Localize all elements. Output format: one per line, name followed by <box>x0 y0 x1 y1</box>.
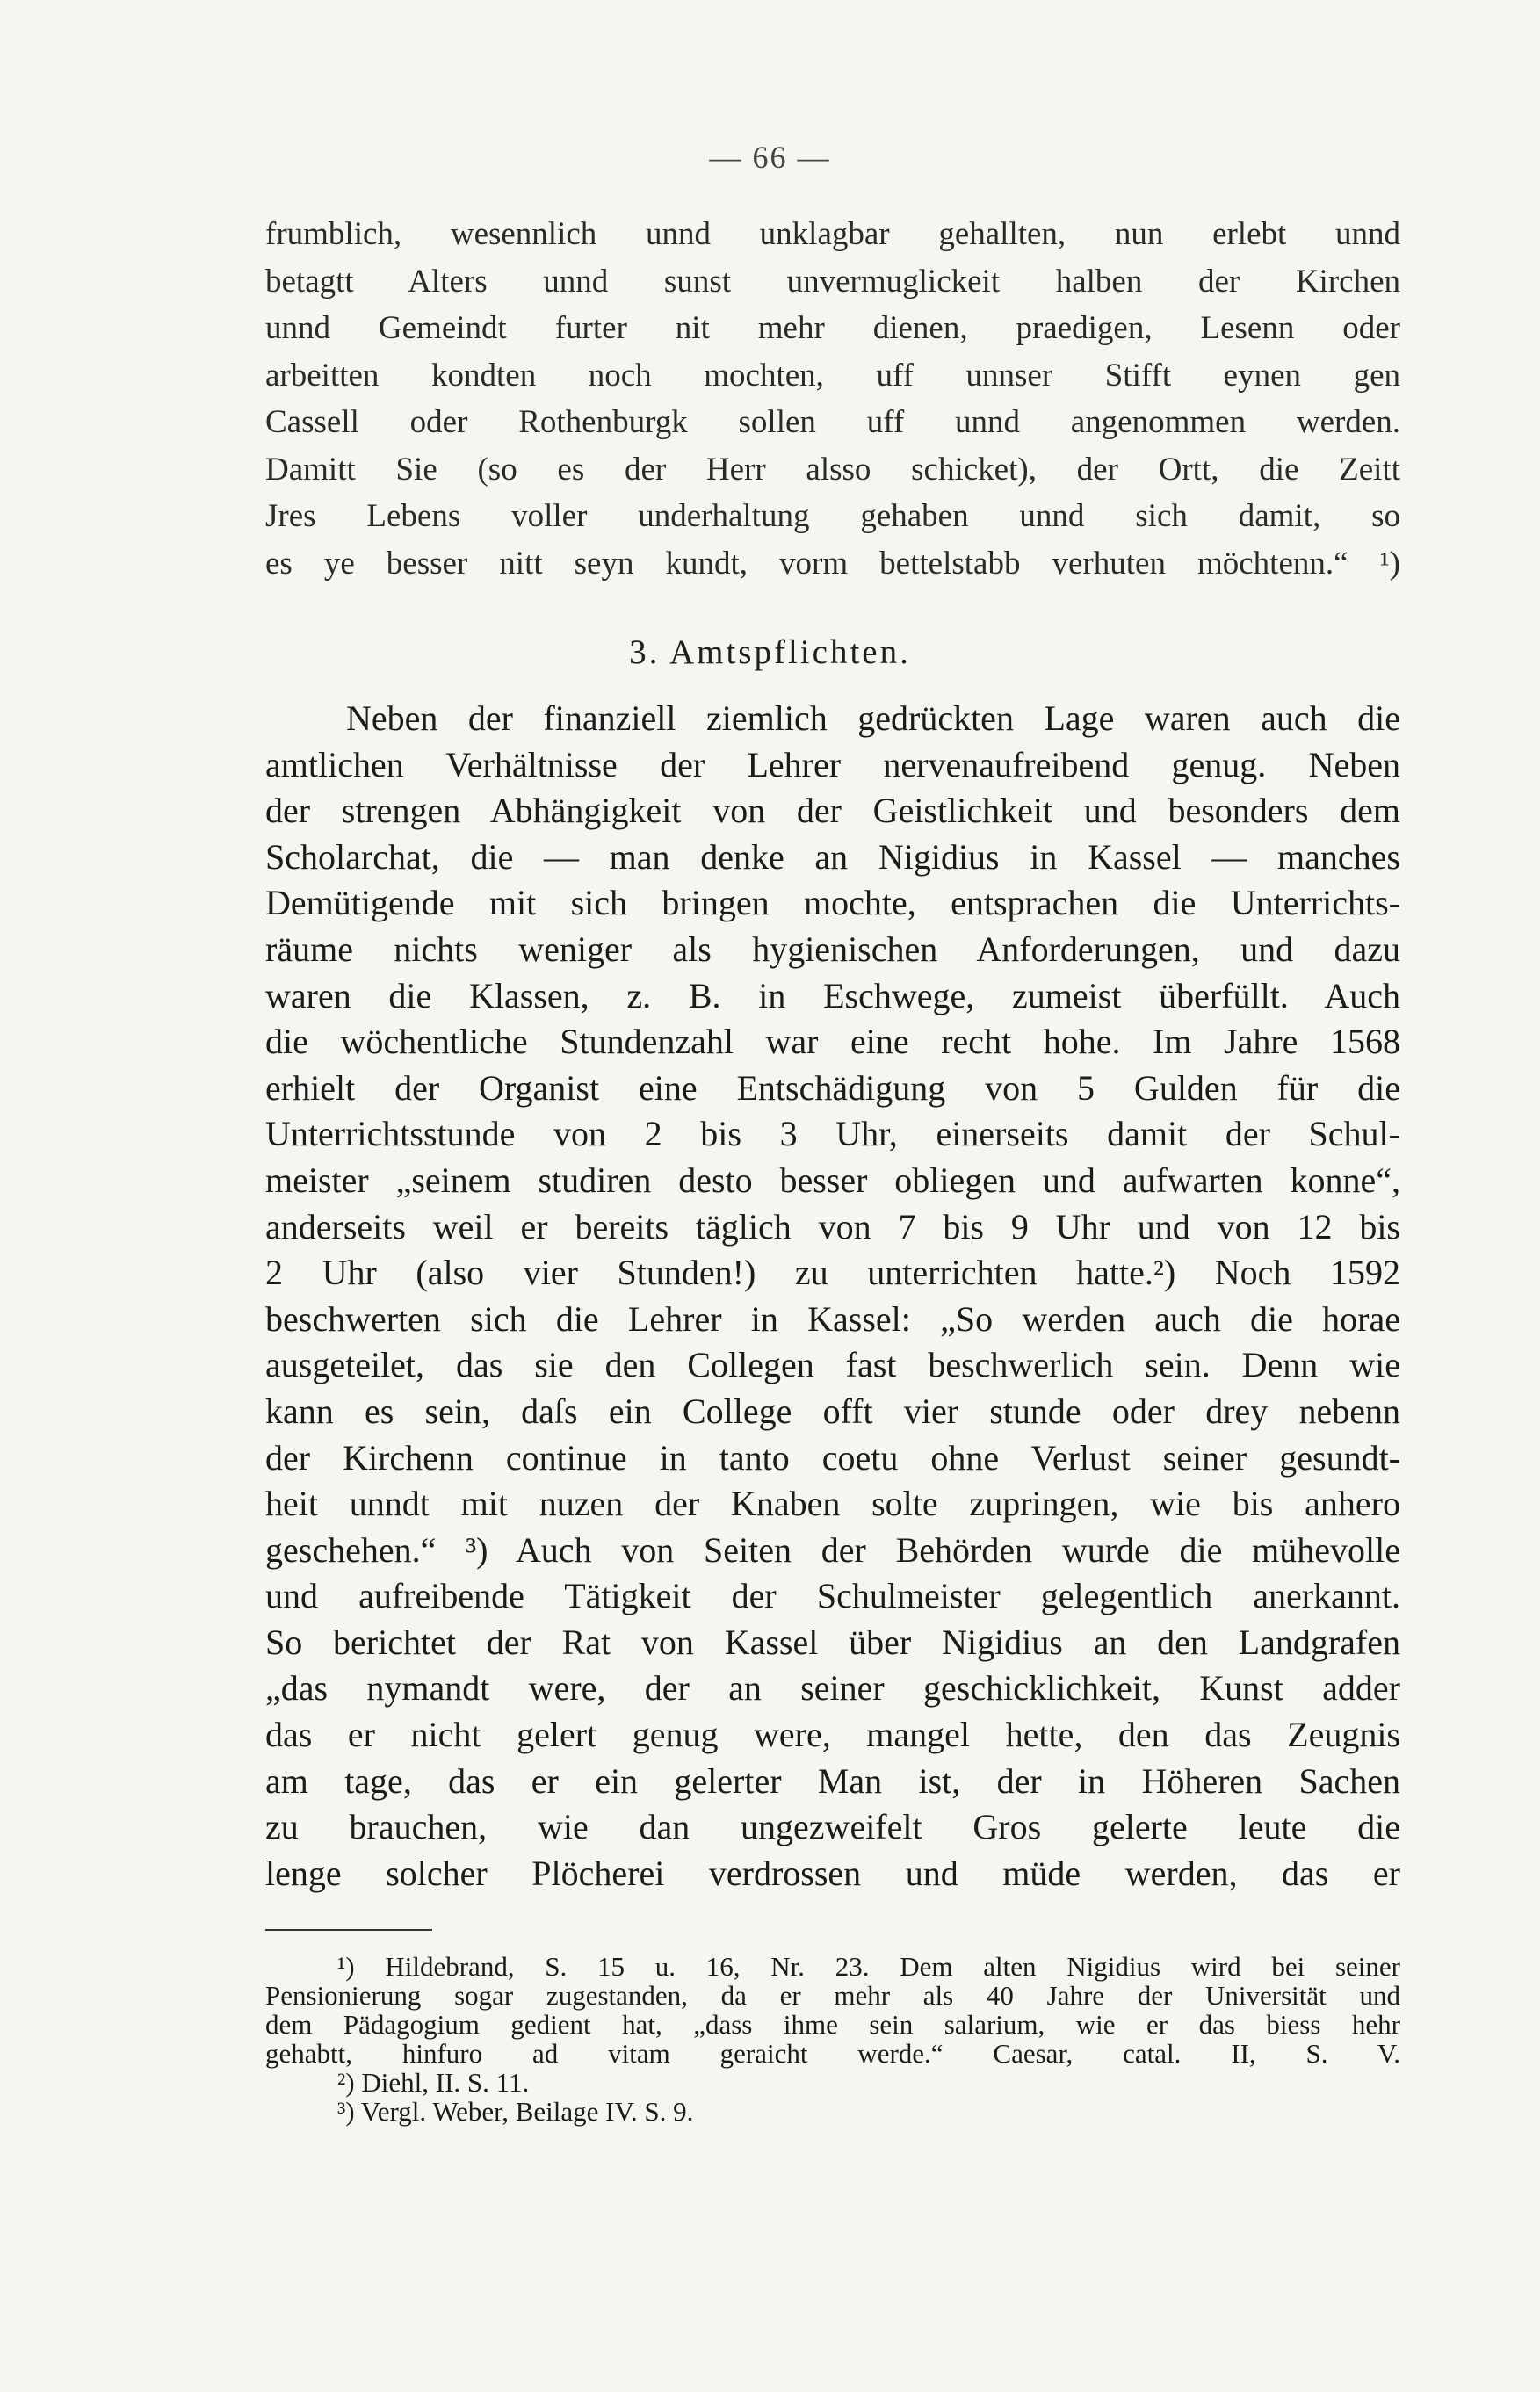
text-line: unnd Gemeindt furter nit mehr dienen, praedigen, Lesenn oder <box>265 310 1400 346</box>
text-line: Neben der finanziell ziemlich gedrückten Lage waren auch die <box>346 698 1400 738</box>
footnote-divider <box>265 1929 432 1931</box>
body-paragraph <box>265 696 1400 1897</box>
page-number: — 66 — <box>709 140 831 175</box>
text-line: der strengen Abhängigkeit von der Geistlichkeit und besonders dem <box>265 791 1400 831</box>
text-line: heit unndt mit nuzen der Knaben solte zupringen, wie bis anhero <box>265 1484 1400 1524</box>
text-line: der Kirchenn continue in tanto coetu ohne Verlust seiner gesundt- <box>265 1437 1400 1478</box>
text-line: erhielt der Organist eine Entschädigung von 5 Gulden für die <box>265 1067 1400 1108</box>
text-line: arbeitten kondten noch mochten, uff unnser Stifft eynen gen <box>265 357 1400 394</box>
text-line: räume nichts weniger als hygienischen Anforderungen, und dazu <box>265 929 1400 969</box>
text-line: am tage, das er ein gelerter Man ist, der in Höheren Sachen <box>265 1760 1400 1801</box>
text-line: Cassell oder Rothenburgk sollen uff unnd angenommen werden. <box>265 404 1400 440</box>
text-line: das er nicht gelert genug were, mangel hette, den das Zeugnis <box>265 1715 1400 1755</box>
quoted-passage <box>265 211 1400 587</box>
text-line: „das nymandt were, der an seiner geschicklichkeit, Kunst adder <box>265 1668 1400 1709</box>
text-line: meister „seinem studiren desto besser obliegen und aufwarten konne“, <box>265 1160 1400 1200</box>
section-heading: 3. Amtspflichten. <box>629 633 911 671</box>
text-line: betagtt Alters unnd sunst unvermuglickeit halben der Kirchen <box>265 263 1400 300</box>
text-line: amtlichen Verhältnisse der Lehrer nervenaufreibend genug. Neben <box>265 744 1400 784</box>
text-line: Unterrichtsstunde von 2 bis 3 Uhr, einerseits damit der Schul- <box>265 1114 1400 1154</box>
text-line: waren die Klassen, z. B. in Eschwege, zumeist überfüllt. Auch <box>265 975 1400 1015</box>
footnote-1-line: dem Pädagogium gedient hat, „dass ihme sein salarium, wie er das biess hehr <box>265 2009 1400 2040</box>
text-line: anderseits weil er bereits täglich von 7 bis 9 Uhr und von 12 bis <box>265 1206 1400 1247</box>
text-line: ausgeteilet, das sie den Collegen fast beschwerlich sein. Denn wie <box>265 1345 1400 1385</box>
text-line: Demütigende mit sich bringen mochte, entsprachen die Unterrichts- <box>265 883 1400 923</box>
text-line: Jres Lebens voller underhaltung gehaben unnd sich damit, so <box>265 498 1400 534</box>
text-line: lenge solcher Plöcherei verdrossen und müde werden, das er <box>265 1853 1400 1893</box>
footnote-1-line: gehabtt, hinfuro ad vitam geraicht werde.“ Caesar, catal. II, S. V. <box>265 2038 1400 2069</box>
text-line: zu brauchen, wie dan ungezweifelt Gros gelerte leute die <box>265 1807 1400 1847</box>
text-line: beschwerten sich die Lehrer in Kassel: „So werden auch die horae <box>265 1298 1400 1339</box>
footnote-3: ³) Vergl. Weber, Beilage IV. S. 9. <box>337 2096 694 2127</box>
footnote-1-line: Pensionierung sogar zugestanden, da er mehr als 40 Jahre der Universität und <box>265 1980 1400 2011</box>
text-line: frumblich, wesennlich unnd unklagbar gehallten, nun erlebt unnd <box>265 216 1400 252</box>
text-line: 2 Uhr (also vier Stunden!) zu unterrichten hatte.²) Noch 1592 <box>265 1253 1400 1293</box>
text-line: Scholarchat, die — man denke an Nigidius in Kassel — manches <box>265 836 1400 877</box>
text-line: es ye besser nitt seyn kundt, vorm bettelstabb verhuten möchtenn.“ ¹) <box>265 545 1400 582</box>
footnotes <box>265 1952 1400 2126</box>
text-line: So berichtet der Rat von Kassel über Nigidius an den Landgrafen <box>265 1622 1400 1662</box>
footnote-1-line: ¹) Hildebrand, S. 15 u. 16, Nr. 23. Dem alten Nigidius wird bei seiner <box>337 1951 1400 1982</box>
text-line: kann es sein, daſs ein College offt vier stunde oder drey nebenn <box>265 1391 1400 1431</box>
footnote-2: ²) Diehl, II. S. 11. <box>337 2067 530 2098</box>
text-line: und aufreibende Tätigkeit der Schulmeister gelegentlich anerkannt. <box>265 1576 1400 1616</box>
text-line: die wöchentliche Stundenzahl war eine recht hohe. Im Jahre 1568 <box>265 1022 1400 1062</box>
text-line: geschehen.“ ³) Auch von Seiten der Behörden wurde die mühevolle <box>265 1529 1400 1570</box>
text-line: Damitt Sie (so es der Herr alsso schicket), der Ortt, die Zeitt <box>265 451 1400 488</box>
